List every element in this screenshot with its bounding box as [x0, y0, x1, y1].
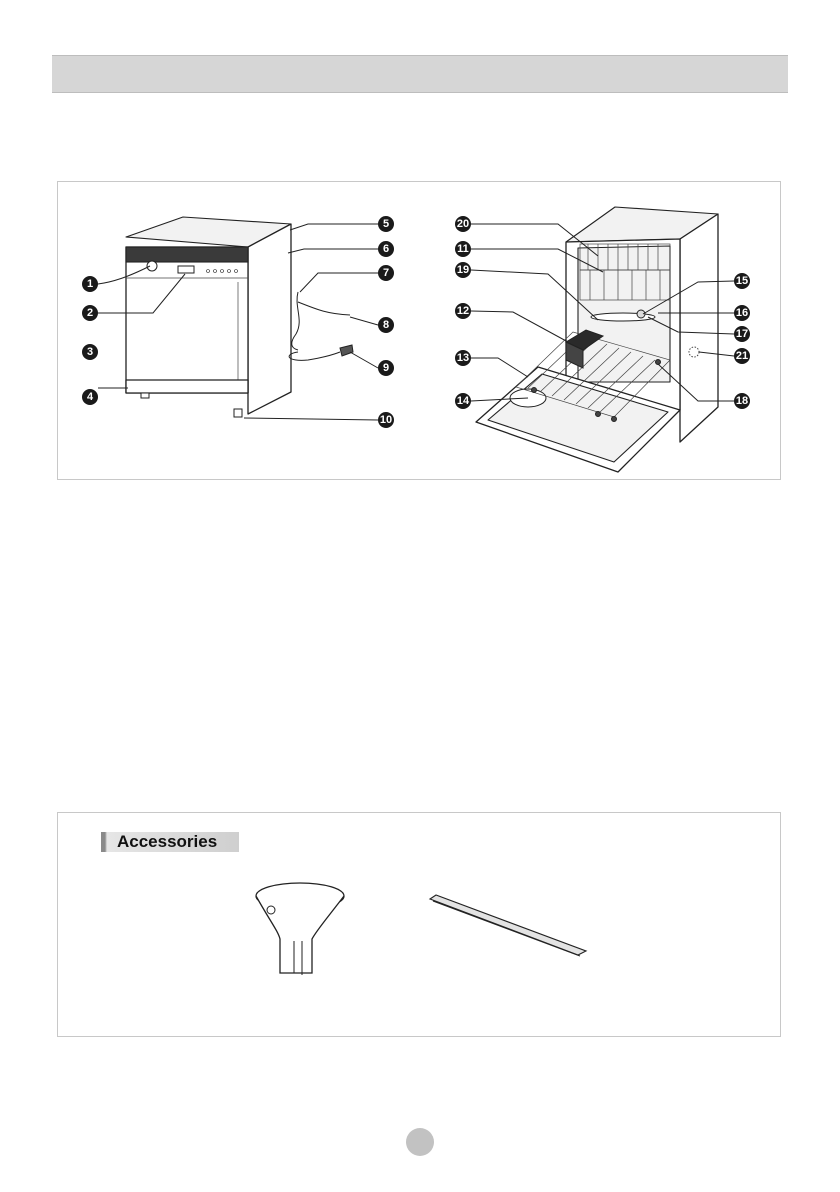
callout-3: [82, 344, 98, 360]
callout-15: [734, 273, 750, 289]
svg-text:14: 14: [456, 395, 470, 407]
callout-14: [455, 393, 471, 409]
svg-text:11: 11: [457, 243, 469, 255]
callout-6: [378, 241, 394, 257]
svg-text:12: 12: [456, 305, 470, 317]
callout-18: [734, 393, 750, 409]
callout-8: [378, 317, 394, 333]
svg-text:2: 2: [86, 307, 94, 319]
svg-text:16: 16: [735, 307, 749, 319]
callout-7: [378, 265, 394, 281]
callout-5: [378, 216, 394, 232]
svg-text:20: 20: [456, 218, 470, 230]
svg-text:13: 13: [456, 352, 470, 364]
accessories-box: [57, 812, 781, 1037]
funnel-icon: [256, 883, 344, 975]
page-number-marker: [406, 1128, 434, 1156]
svg-text:19: 19: [456, 264, 470, 276]
strip-icon: [430, 895, 586, 956]
svg-text:6: 6: [382, 243, 390, 255]
open-dishwasher: [476, 207, 718, 472]
svg-text:18: 18: [735, 395, 749, 407]
svg-text:10: 10: [379, 414, 393, 426]
callout-16: [734, 305, 750, 321]
callout-21: [734, 348, 750, 364]
svg-text:3: 3: [86, 346, 94, 358]
callout-13: [455, 350, 471, 366]
callout-17: [734, 326, 750, 342]
callout-9: [378, 360, 394, 376]
section-header-bar: [52, 55, 788, 93]
svg-text:9: 9: [382, 362, 390, 374]
callout-4: [82, 389, 98, 405]
dishwasher-illustration: [58, 182, 782, 481]
svg-text:1: 1: [86, 278, 94, 290]
callout-20: [455, 216, 471, 232]
svg-text:4: 4: [86, 391, 94, 403]
svg-text:5: 5: [382, 218, 390, 230]
svg-text:8: 8: [382, 319, 390, 331]
svg-text:15: 15: [735, 275, 749, 287]
callout-11: [455, 241, 471, 257]
callout-12: [455, 303, 471, 319]
accessories-title: Accessories: [101, 832, 239, 852]
callout-10: [378, 412, 394, 428]
callout-1: [82, 276, 98, 292]
callout-2: [82, 305, 98, 321]
svg-text:7: 7: [382, 267, 390, 279]
accessories-illustration: [58, 813, 782, 1038]
closed-dishwasher: [126, 217, 353, 417]
svg-text:17: 17: [735, 328, 749, 340]
callout-19: [455, 262, 471, 278]
svg-text:21: 21: [735, 350, 749, 362]
appliance-diagram: [57, 181, 781, 480]
